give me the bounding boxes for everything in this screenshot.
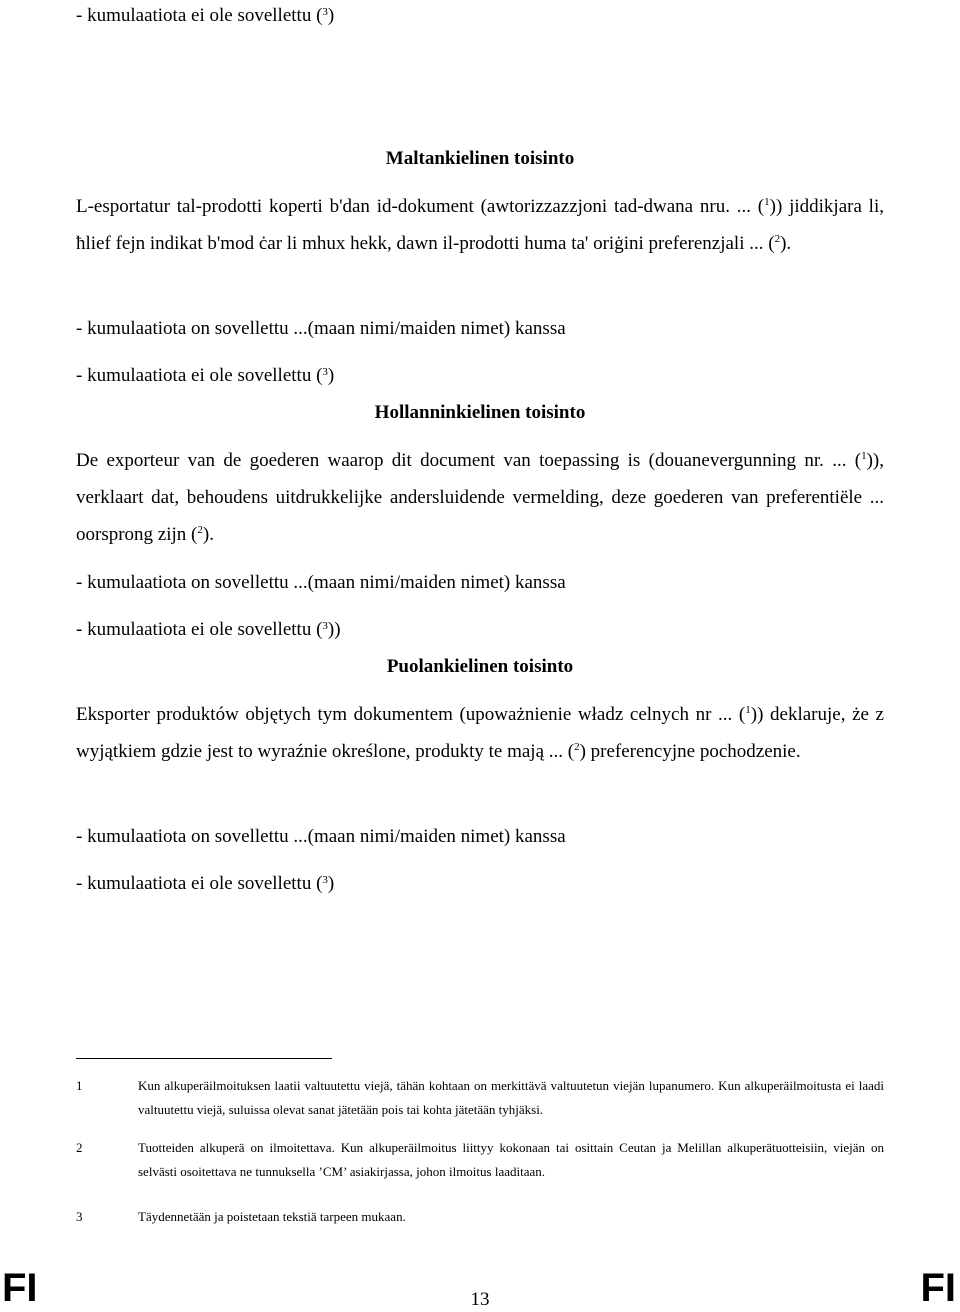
footnote-divider bbox=[76, 1058, 332, 1059]
cumulation-not-applied-line: - kumulaatiota ei ole sovellettu ($^3$)) bbox=[76, 619, 341, 640]
footnote-ref-2: 2 bbox=[774, 233, 781, 245]
footnote-ref-1: 1 bbox=[764, 196, 770, 208]
maltese-declaration: L-esportatur tal-prodotti koperti b'dan id-dokument (awtorizzazzjoni tad-dwana nru. ... ($^1$)) jiddikjara li, ħlief fejn indikat b'mod ċar li mhux hekk, dawn il-prodotti huma ta' oriġini preferenzjali ... ($^2$). bbox=[76, 196, 884, 254]
footnote-ref-2: 2 bbox=[197, 524, 203, 536]
section-heading-polish: Puolankielinen toisinto bbox=[386, 656, 574, 677]
footnote-1 bbox=[76, 1074, 884, 1122]
polish-declaration: Eksporter produktów objętych tym dokumentem (upoważnienie władz celnych nr ... ($^1$)) deklaruje, że z wyjątkiem gdzie jest to wyraźnie określone, produkty te mają ... ($^2$) preferencyjne pochodzenie. bbox=[76, 704, 884, 762]
section-heading-dutch: Hollanninkielinen toisinto bbox=[374, 402, 586, 423]
footnote-ref-1: 1 bbox=[745, 704, 751, 716]
footnote-text: Tuotteiden alkuperä on ilmoitettava. Kun alkuperäilmoitus liittyy kokonaan tai osittain Ceutan ja Melillan alkuperätuotteisiin, viejän on selvästi osoitettava ne tunnuksella ’CM’ asiakirjassa, johon ilmoitus laaditaan. bbox=[138, 1140, 884, 1179]
dutch-declaration: De exporteur van de goederen waarop dit document van toepassing is (douanevergunning nr. ... ($^1$)), verklaart dat, behoudens uitdrukkelijke andersluidende vermelding, deze goederen van preferentiële ... oorsprong zijn ($^2$). bbox=[76, 450, 884, 545]
cumulation-not-applied-line: - kumulaatiota ei ole sovellettu ($^3$) bbox=[76, 365, 335, 386]
cumulation-not-applied-line: - kumulaatiota ei ole sovellettu ($^3$) bbox=[76, 873, 335, 894]
page-number: 13 bbox=[470, 1289, 490, 1310]
footnote-ref-3: 3 bbox=[322, 620, 328, 632]
footnote-number: 3 bbox=[76, 1209, 83, 1224]
language-code-left: FI bbox=[2, 1266, 38, 1310]
footnote-number: 2 bbox=[76, 1140, 83, 1155]
footnote-text: Kun alkuperäilmoituksen laatii valtuutettu viejä, tähän kohtaan on merkittävä valtuutetun viejän lupanumero. Kun alkuperäilmoitusta ei laadi valtuutettu viejä, suluissa olevat sanat jätetään pois tai kohta jätetään tyhjäksi. bbox=[138, 1078, 884, 1117]
footnote-ref-2: 2 bbox=[574, 741, 580, 753]
footnote-2 bbox=[76, 1136, 884, 1184]
language-code-right: FI bbox=[920, 1266, 956, 1310]
section-heading-maltese: Maltankielinen toisinto bbox=[385, 148, 575, 169]
footnote-3 bbox=[76, 1205, 884, 1229]
cumulation-applied-line: - kumulaatiota on sovellettu ...(maan nimi/maiden nimet) kanssa bbox=[76, 318, 566, 339]
footnote-ref-1: 1 bbox=[861, 450, 867, 462]
footnote-text: Täydennetään ja poistetaan tekstiä tarpeen mukaan. bbox=[138, 1209, 406, 1224]
footnote-number: 1 bbox=[76, 1078, 83, 1093]
cumulation-applied-line: - kumulaatiota on sovellettu ...(maan nimi/maiden nimet) kanssa bbox=[76, 572, 566, 593]
cumulation-applied-line: - kumulaatiota on sovellettu ...(maan nimi/maiden nimet) kanssa bbox=[76, 826, 566, 847]
footnote-ref-3: 3 bbox=[322, 6, 328, 18]
footnote-ref-3: 3 bbox=[322, 874, 328, 886]
footnote-ref-3: 3 bbox=[322, 366, 328, 378]
cumulation-not-applied-line: - kumulaatiota ei ole sovellettu ($^3$) bbox=[76, 5, 335, 26]
